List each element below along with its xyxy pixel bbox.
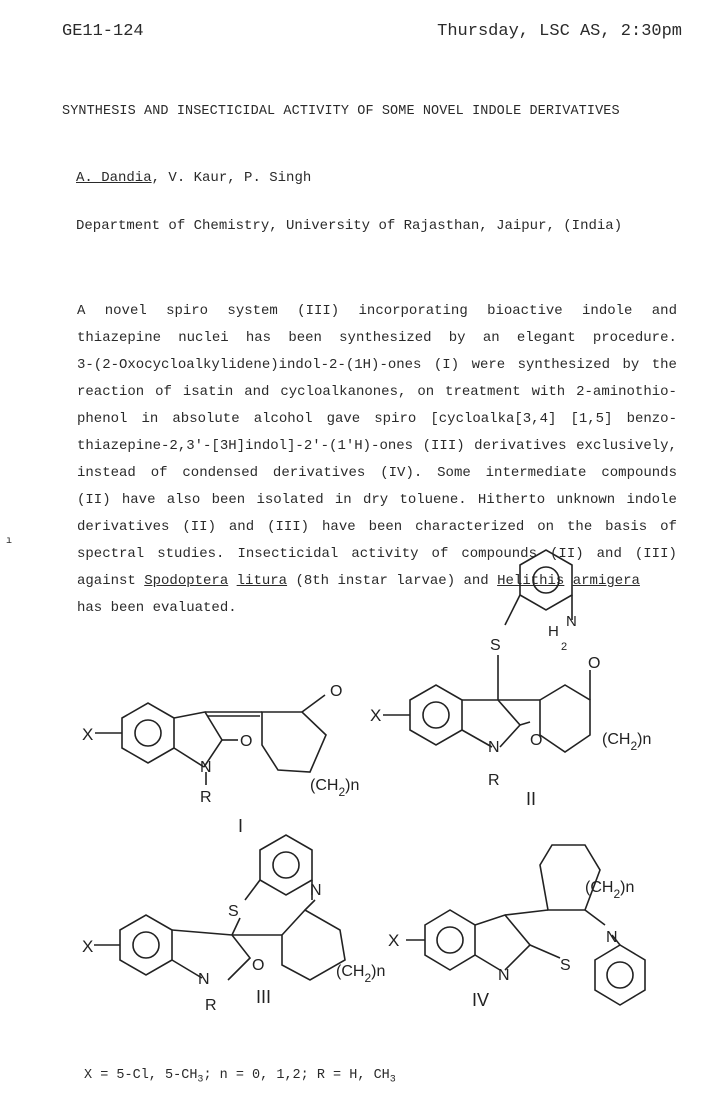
label-x: X <box>82 937 94 956</box>
word: nuclei <box>178 330 229 346</box>
word: (III) <box>634 546 677 562</box>
word: (II) <box>182 519 216 535</box>
label-o: O <box>330 683 343 700</box>
word: activity <box>351 546 419 562</box>
word: reaction <box>77 384 145 400</box>
word: (II) <box>77 492 111 508</box>
word: A <box>77 303 86 319</box>
word: (II) <box>550 546 584 562</box>
word: toluene. <box>399 492 467 508</box>
margin-mark: ı <box>6 536 13 547</box>
word: by <box>448 330 466 346</box>
structure-IV <box>388 845 645 1010</box>
label-o: O <box>240 733 253 750</box>
word: system <box>227 303 278 319</box>
label-x: X <box>388 931 400 950</box>
word: an <box>482 330 500 346</box>
word: of <box>155 384 172 400</box>
text: (8th instar larvae) and <box>295 573 489 589</box>
word: gave <box>326 411 361 427</box>
word: in <box>334 492 352 508</box>
word: Some <box>437 465 471 481</box>
subscript: 3 <box>197 1074 204 1086</box>
word: in <box>141 411 159 427</box>
label-ch2n: $(CH_2)n$ <box>602 731 652 753</box>
label-sub: 2 <box>561 641 568 653</box>
word: derivatives <box>272 465 366 481</box>
word: absolute <box>172 411 240 427</box>
word: cycloalkanones, <box>280 384 407 400</box>
paper-title: SYNTHESIS AND INSECTICIDAL ACTIVITY OF SOME NOVEL INDOLE DERIVATIVES <box>62 104 620 119</box>
word: phenol <box>77 411 128 427</box>
label-ch2n: $(CH_2)n$ <box>336 963 386 985</box>
word: of <box>150 465 168 481</box>
structure-II <box>370 550 651 809</box>
word: been <box>368 519 403 535</box>
affiliation: Department of Chemistry, University of Rajasthan, Jaipur, (India) <box>76 218 623 234</box>
word: synthesized <box>339 330 432 346</box>
label-x: X <box>82 725 94 744</box>
word: bioactive <box>487 303 563 319</box>
word: indole <box>626 492 677 508</box>
label-s: S <box>490 637 501 654</box>
word: derivatives <box>474 438 567 454</box>
word: treatment <box>445 384 521 400</box>
text: ; n = 0, 1,2; R = H, CH <box>203 1068 390 1083</box>
word: indole <box>582 303 633 319</box>
word: and <box>244 384 270 400</box>
label-n: N <box>606 929 618 946</box>
species-name: armigera <box>572 573 640 589</box>
word: characterized <box>415 519 525 535</box>
word: (III) <box>422 438 465 454</box>
word: synthesized <box>517 357 611 373</box>
abstract-line-12: has been evaluated. <box>77 600 237 616</box>
presenting-author: A. Dandia <box>76 170 152 186</box>
word: alcohol <box>253 411 313 427</box>
word: basis <box>605 519 648 535</box>
species-name: litura <box>236 573 288 589</box>
word: Hitherto <box>477 492 546 508</box>
word: the <box>651 357 677 373</box>
label-n: N <box>310 882 322 899</box>
word: incorporating <box>358 303 468 319</box>
word: Insecticidal <box>237 546 339 562</box>
label-ch2n: $(CH_2)n$ <box>310 777 360 799</box>
word: novel <box>104 303 147 319</box>
session-time: Thursday, LSC AS, 2:30pm <box>437 22 682 41</box>
co-authors: , V. Kaur, P. Singh <box>151 170 312 186</box>
label-r: R <box>200 789 212 806</box>
word: instead <box>77 465 136 481</box>
word: thiazepine <box>77 330 162 346</box>
word: (III) <box>267 519 310 535</box>
word: (IV). <box>380 465 423 481</box>
label-r: R <box>205 997 217 1014</box>
word: exclusively, <box>576 438 677 454</box>
label-x: X <box>370 706 382 725</box>
word: been <box>211 492 246 508</box>
label-n: N <box>498 967 510 984</box>
word: by <box>622 357 640 373</box>
word: intermediate <box>485 465 587 481</box>
word: have <box>322 519 356 535</box>
compound-label: III <box>256 987 272 1007</box>
word: isatin <box>182 384 234 400</box>
word: and <box>228 519 255 535</box>
word: have <box>121 492 156 508</box>
text: X = 5-Cl, 5-CH <box>84 1068 198 1083</box>
compound-label: I <box>238 816 244 836</box>
word: (I) <box>433 357 460 373</box>
subscript: 3 <box>389 1074 396 1086</box>
label-h: H <box>548 623 559 640</box>
word: isolated <box>256 492 324 508</box>
word: 2-aminothio- <box>576 384 677 400</box>
word: spiro <box>374 411 417 427</box>
word: with <box>531 384 566 400</box>
label-ch2n: $(CH_2)n$ <box>585 879 635 901</box>
label-o: O <box>252 957 265 974</box>
word: and <box>596 546 622 562</box>
word: elegant <box>516 330 576 346</box>
label-o: O <box>530 732 543 749</box>
word: (III) <box>297 303 340 319</box>
word: benzo- <box>626 411 677 427</box>
label-r: R <box>488 772 500 789</box>
word: compounds <box>601 465 677 481</box>
word: were <box>471 357 506 373</box>
word: has <box>245 330 272 346</box>
word: [1,5] <box>570 411 613 427</box>
substituent-footnote <box>84 1068 396 1086</box>
label-n: N <box>566 613 577 630</box>
word: been <box>288 330 322 346</box>
label-s: S <box>560 957 571 974</box>
word: derivatives <box>77 519 170 535</box>
word: spiro <box>166 303 209 319</box>
word: dry <box>362 492 389 508</box>
word: of <box>431 546 449 562</box>
word: [cycloalka[3,4] <box>430 411 557 427</box>
word: also <box>166 492 201 508</box>
text: against <box>77 573 136 589</box>
structure-III <box>82 835 385 1014</box>
label-n: N <box>488 739 500 756</box>
word: 3-(2-Oxocycloalkylidene)indol-2-(1H)-ones <box>77 357 422 373</box>
word: on <box>417 384 435 400</box>
word: the <box>567 519 593 535</box>
compound-label: IV <box>472 990 490 1010</box>
session-code: GE11-124 <box>62 22 144 41</box>
word: unknown <box>556 492 616 508</box>
species-name: Helithis <box>497 573 565 589</box>
species-name: Spodoptera <box>144 573 229 589</box>
compound-label: II <box>526 789 537 809</box>
word: compounds <box>461 546 537 562</box>
label-n: N <box>198 971 210 988</box>
label-o: O <box>588 655 601 672</box>
label-n: N <box>200 759 212 776</box>
structure-I <box>82 683 359 836</box>
word: condensed <box>182 465 259 481</box>
word: of <box>660 519 677 535</box>
word: on <box>537 519 555 535</box>
label-s: S <box>228 903 239 920</box>
word: studies. <box>157 546 225 562</box>
word: and <box>651 303 677 319</box>
word: spectral <box>77 546 145 562</box>
word: thiazepine-2,3'-[3H]indol]-2'-(1'H)-ones <box>77 438 414 454</box>
word: procedure. <box>592 330 677 346</box>
